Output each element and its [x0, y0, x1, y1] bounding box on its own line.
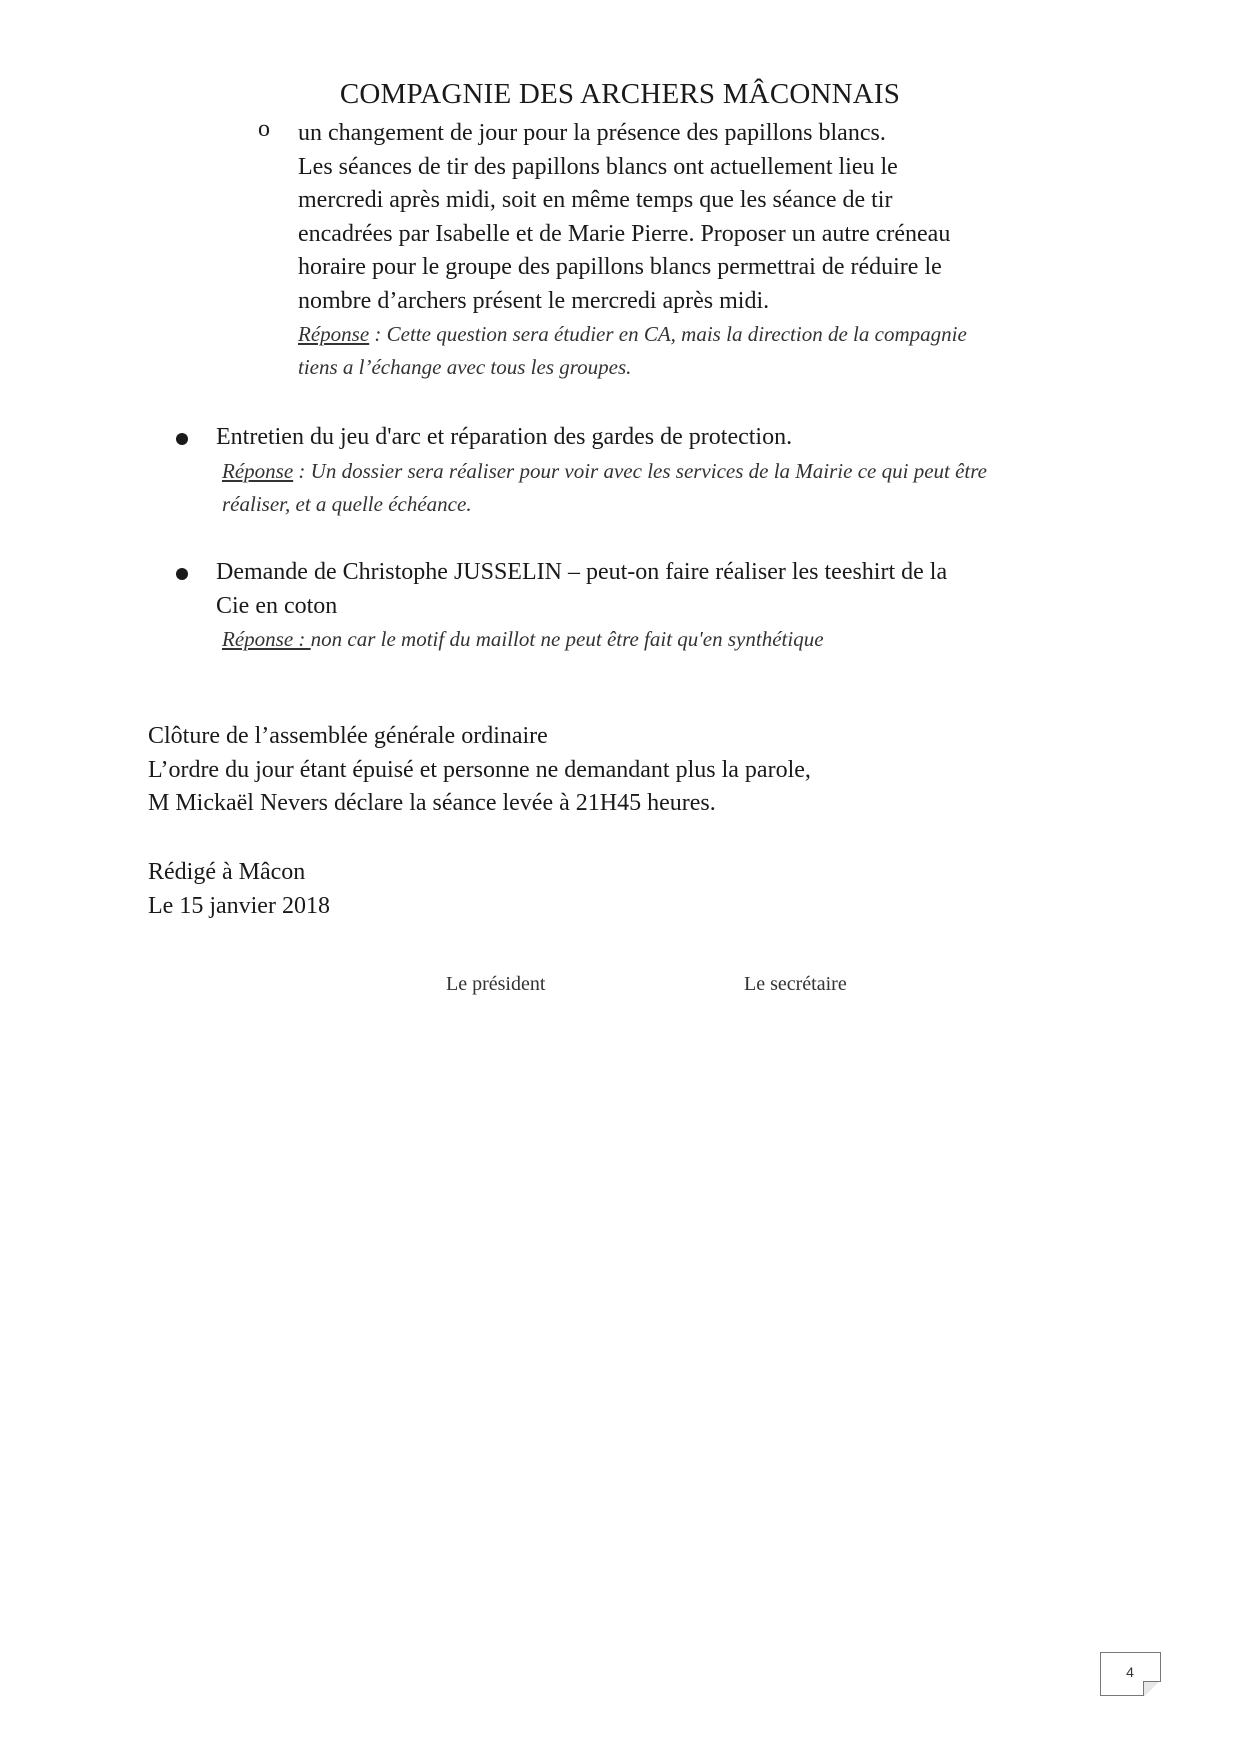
president-signature-label: Le président: [446, 973, 546, 995]
bullet-item-reply: [216, 455, 1096, 488]
reply-text: : Un dossier sera réaliser pour voir avec les services de la Mairie ce qui peut être: [293, 458, 987, 483]
secretary-signature-label: Le secrétaire: [744, 973, 847, 995]
page-number: 4: [1126, 1664, 1134, 1680]
closing-line: M Mickaël Nevers déclare la séance levée à 21H45 heures.: [148, 790, 716, 816]
page-curl-icon: [1143, 1681, 1160, 1696]
page-title: COMPAGNIE DES ARCHERS MÂCONNAIS: [339, 78, 901, 110]
bullet-marker: [176, 433, 188, 445]
sub-item-line: horaire pour le groupe des papillons blancs permettrai de réduire le: [298, 254, 942, 280]
sub-item-papillons-blancs: [298, 117, 1098, 384]
reply-text: : Cette question sera étudier en CA, mais la direction de la compagnie: [369, 322, 967, 346]
sub-bullet-marker: o: [258, 116, 270, 142]
reply-text: non car le motif du maillot ne peut être fait qu'en synthétique: [310, 627, 824, 651]
sub-item-line: encadrées par Isabelle et de Marie Pierre. Proposer un autre créneau: [298, 220, 951, 247]
place-date-section: [148, 856, 748, 923]
bullet-item-text: Entretien du jeu d'arc et réparation des gardes de protection.: [216, 424, 793, 450]
bullet-item-entretien: [216, 421, 1096, 521]
sub-item-line: nombre d’archers présent le mercredi après midi.: [298, 287, 770, 314]
sub-item-line: mercredi après midi, soit en même temps que les séance de tir: [298, 187, 893, 213]
bullet-item-teeshirt: [216, 556, 1096, 656]
bullet-marker: [176, 568, 188, 580]
closing-line: L’ordre du jour étant épuisé et personne ne demandant plus la parole,: [148, 756, 811, 783]
bullet-item-reply: [216, 623, 1096, 656]
closing-heading: Clôture de l’assemblée générale ordinaire: [148, 723, 548, 749]
bullet-item-reply-continued: réaliser, et a quelle échéance.: [222, 491, 472, 516]
reply-label: Réponse: [298, 322, 370, 346]
date-line: Le 15 janvier 2018: [148, 892, 330, 919]
closing-section: [148, 720, 1108, 821]
sub-item-line: un changement de jour pour la présence des papillons blancs.: [298, 120, 886, 146]
place-line: Rédigé à Mâcon: [148, 859, 306, 885]
sub-item-reply-continued: tiens a l’échange avec tous les groupes.: [298, 355, 632, 379]
sub-item-reply: [298, 318, 1098, 351]
bullet-item-text-continued: Cie en coton: [216, 592, 338, 619]
sub-item-line: Les séances de tir des papillons blancs ont actuellement lieu le: [298, 153, 898, 180]
reply-label: Réponse :: [222, 627, 311, 651]
reply-label: Réponse: [222, 458, 294, 483]
bullet-item-text: Demande de Christophe JUSSELIN – peut-on faire réaliser les teeshirt de la: [216, 559, 948, 585]
